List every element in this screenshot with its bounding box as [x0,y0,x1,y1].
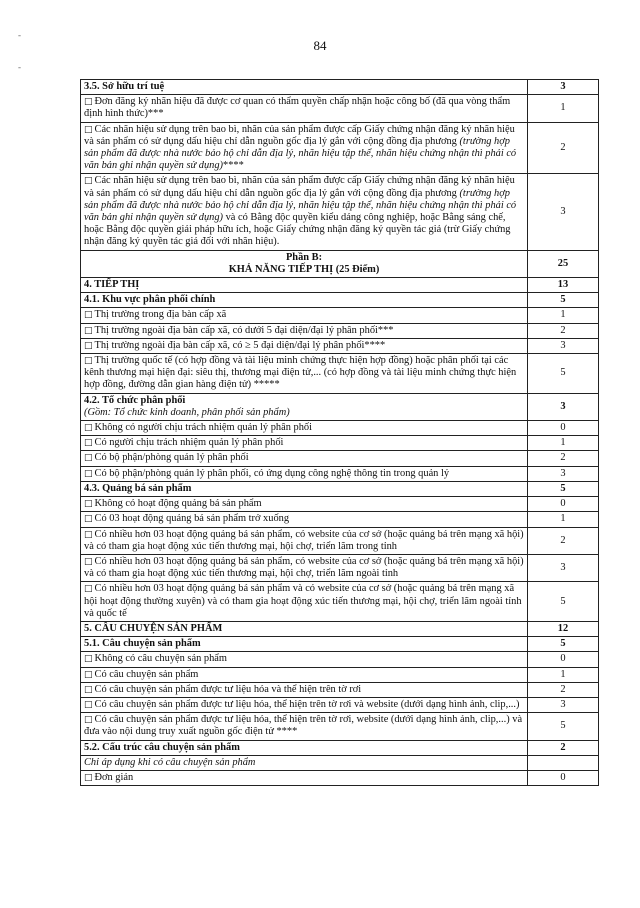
section-heading: 4.3. Quảng bá sản phẩm [84,482,192,494]
section-heading: 4.1. Khu vực phân phối chính [84,294,216,306]
table-row [81,582,599,622]
part-label: Phần B: [285,251,323,263]
score-cell: 5 [528,293,599,308]
part-title: KHẢ NĂNG TIẾP THỊ (25 Điểm) [228,263,380,275]
option-text: (trường hợp sản phẩm đã được nhà nước bảo hộ chỉ dẫn địa lý, nhãn hiệu tập thể, nhãn hiệu chứng nhận thì phải có văn bản ghi nhận quyền sử dụng) [84,187,517,224]
checkbox-icon: □ [84,340,93,351]
table-row [81,637,599,652]
table-row [81,338,599,353]
score-cell: 5 [528,354,599,394]
option-text: Có nhiều hơn 03 hoạt động quảng bá sản phẩm và có website của cơ sở (hoặc quảng bá trên mạng xã hội hoạt động thường xuyên) và có tham gia hoạt động xúc tiến thương mại, hội chợ, triển lãm ngoài tỉnh và quốc tế [84,583,522,619]
checkbox-icon: □ [84,124,93,135]
score-cell: 3 [528,80,599,95]
criterion-cell [81,80,528,95]
checkbox-icon: □ [84,310,93,321]
option-text: Có 03 hoạt động quảng bá sản phẩm trở xuống [94,513,290,525]
criterion-cell [81,512,528,527]
score-cell: 1 [528,512,599,527]
score-cell: 0 [528,770,599,785]
criterion-cell [81,740,528,755]
checkbox-icon: □ [84,356,93,367]
option-text: Có bộ phận/phòng quản lý phân phối, có ứng dụng công nghệ thông tin trong quản lý [94,467,450,479]
criterion-cell [81,338,528,353]
criterion-cell [81,421,528,436]
option-text: Không có người chịu trách nhiệm quản lý phân phối [94,422,312,434]
table-row [81,250,599,277]
criterion-cell [81,554,528,581]
checkbox-icon: □ [84,176,93,187]
option-text: Có câu chuyện sản phẩm [94,668,199,680]
table-row [81,278,599,293]
option-text: Có câu chuyện sản phẩm được tư liệu hóa, thể hiện trên tờ rơi và website (dưới dạng hình ảnh, clip,...) [94,698,520,710]
option-text: Thị trường trong địa bàn cấp xã [94,309,227,321]
score-cell: 5 [528,637,599,652]
checkbox-icon: □ [84,97,93,108]
score-cell: 3 [528,554,599,581]
criterion-cell [81,174,528,250]
option-text: Có bộ phận/phòng quản lý phân phối [94,452,249,464]
score-cell: 12 [528,621,599,636]
table-row [81,451,599,466]
score-cell: 3 [528,174,599,250]
scan-mark-top: - [18,30,21,40]
table-row [81,740,599,755]
option-text: Có nhiều hơn 03 hoạt động quảng bá sản phẩm, có website của cơ sở (hoặc quảng bá trên mạng xã hội) và có tham gia hoạt động xúc tiến thương mại, hội chợ, triển lãm ngoài tỉnh [84,555,524,580]
section-heading: 4. TIẾP THỊ [84,279,140,291]
table-row [81,354,599,394]
checkbox-icon: □ [84,669,93,680]
option-text: Có người chịu trách nhiệm quản lý phân phối [94,437,284,449]
criterion-cell [81,393,528,420]
table-row [81,323,599,338]
section-heading: 5.2. Cấu trúc câu chuyện sản phẩm [84,741,240,753]
criterion-cell [81,250,528,277]
table-row [81,481,599,496]
table-row [81,466,599,481]
table-row [81,512,599,527]
table-row [81,293,599,308]
checkbox-icon: □ [84,423,93,434]
section-note: (Gồm: Tổ chức kinh doanh, phân phối sản phẩm) [84,406,290,418]
checkbox-icon: □ [84,699,93,710]
criterion-cell [81,682,528,697]
score-cell: 2 [528,527,599,554]
criterion-cell [81,308,528,323]
score-cell: 2 [528,323,599,338]
table-row [81,770,599,785]
criterion-cell [81,278,528,293]
table-row [81,393,599,420]
option-text: và có Bằng độc quyền kiểu dáng công nghiệp, hoặc Bằng sáng chế, hoặc Bằng độc quyền giải pháp hữu ích, hoặc Giấy chứng nhận đăng ký quyền tác giả (trừ Giấy chứng nhận đăng ký quyền tác giả đối với nhãn hiệu). [84,212,511,248]
option-text: Các nhãn hiệu sử dụng trên bao bì, nhãn của sản phẩm được cấp Giấy chứng nhận đăng ký nhãn hiệu và sản phẩm có sử dụng dấu hiệu chỉ dẫn nguồn gốc địa lý gắn với cộng đồng địa phương [84,123,515,147]
criterion-cell [81,354,528,394]
table-row [81,436,599,451]
checkbox-icon: □ [84,556,93,567]
section-heading: 5. CÂU CHUYỆN SẢN PHẨM [84,622,223,634]
table-row [81,122,599,174]
score-cell: 2 [528,451,599,466]
option-text: Thị trường ngoài địa bàn cấp xã, có dưới 5 đại diện/đại lý phân phối*** [94,324,394,336]
score-cell: 5 [528,713,599,740]
score-cell [528,755,599,770]
page-number: 84 [313,38,327,53]
option-text: Thị trường quốc tế (có hợp đồng và tài liệu minh chứng thực hiện hợp đồng) hoặc phân phối tại các kênh thương mại hiện đại: siêu thị, thương mại điện tử,... (có hợp đồng và tài liệu minh chứng thực hiện hợp đồng, đường dẫn gian hàng điện tử) ***** [84,355,517,391]
criterion-cell [81,323,528,338]
criterion-cell [81,293,528,308]
criterion-cell [81,755,528,770]
table-row [81,652,599,667]
checkbox-icon: □ [84,453,93,464]
criterion-cell [81,481,528,496]
score-cell: 3 [528,466,599,481]
table-row [81,755,599,770]
table-row [81,308,599,323]
checkbox-icon: □ [84,584,93,595]
criterion-cell [81,582,528,622]
checkbox-icon: □ [84,499,93,510]
option-text: Không có câu chuyện sản phẩm [94,653,227,665]
table-row [81,421,599,436]
checkbox-icon: □ [84,325,93,336]
checkbox-icon: □ [84,684,93,695]
applicability-note: Chỉ áp dụng khi có câu chuyện sản phẩm [84,756,256,768]
option-text: Đơn đăng ký nhãn hiệu đã được cơ quan có thẩm quyền chấp nhận hoặc công bố (đã qua vòng thẩm định hình thức)*** [84,96,511,120]
criterion-cell [81,122,528,174]
score-cell: 25 [528,250,599,277]
score-cell: 2 [528,740,599,755]
checkbox-icon: □ [84,529,93,540]
score-cell: 13 [528,278,599,293]
table-row [81,667,599,682]
score-cell: 5 [528,582,599,622]
section-heading: 4.2. Tổ chức phân phối [84,394,186,406]
option-text: Thị trường ngoài địa bàn cấp xã, có ≥ 5 đại diện/đại lý phân phối**** [94,339,386,351]
option-text: Có câu chuyện sản phẩm được tư liệu hóa và thể hiện trên tờ rơi [94,683,362,695]
criterion-cell [81,770,528,785]
table-row [81,95,599,122]
table-row [81,682,599,697]
score-cell: 1 [528,95,599,122]
score-cell: 3 [528,697,599,712]
checkbox-icon: □ [84,468,93,479]
table-row [81,697,599,712]
table-row [81,621,599,636]
score-cell: 3 [528,393,599,420]
score-cell: 3 [528,338,599,353]
score-cell: 2 [528,122,599,174]
score-cell: 1 [528,436,599,451]
option-text: Đơn giản [94,771,134,783]
score-cell: 0 [528,497,599,512]
criterion-cell [81,451,528,466]
table-row [81,497,599,512]
criterion-cell [81,652,528,667]
criterion-cell [81,466,528,481]
option-text: Có nhiều hơn 03 hoạt động quảng bá sản phẩm, có website của cơ sở (hoặc quảng bá trên mạng xã hội) và có tham gia hoạt động xúc tiến thương mại, hội chợ, triển lãm trong tỉnh [84,528,524,552]
criterion-cell [81,621,528,636]
criterion-cell [81,497,528,512]
criterion-cell [81,697,528,712]
score-cell: 0 [528,421,599,436]
criterion-cell [81,436,528,451]
scan-mark-bottom: - [18,62,21,72]
score-cell: 1 [528,308,599,323]
option-text: Các nhãn hiệu sử dụng trên bao bì, nhãn của sản phẩm được cấp Giấy chứng nhận đăng ký nhãn hiệu và sản phẩm có sử dụng dấu hiệu chỉ dẫn nguồn gốc địa lý gắn với cộng đồng địa phương [84,175,515,199]
section-heading: 5.1. Câu chuyện sản phẩm [84,638,201,650]
table-row [81,174,599,250]
checkbox-icon: □ [84,514,93,525]
score-cell: 2 [528,682,599,697]
score-cell: 5 [528,481,599,496]
checkbox-icon: □ [84,438,93,449]
table-row [81,554,599,581]
checkbox-icon: □ [84,772,93,783]
option-text: Có câu chuyện sản phẩm được tư liệu hóa, thể hiện trên tờ rơi, website (dưới dạng hình ảnh, clip,...) và đưa vào nội dung truy xuất nguồn gốc điện tử **** [84,714,523,738]
option-text: (trường hợp sản phẩm đã được nhà nước bảo hộ chỉ dẫn địa lý, nhãn hiệu tập thể, nhãn hiệu chứng nhận thì phải có văn bản ghi nhận quyền sử dụng) [84,135,517,172]
option-text: Không có hoạt động quảng bá sản phẩm [94,498,262,510]
score-cell: 1 [528,667,599,682]
table-row [81,80,599,95]
score-cell: 0 [528,652,599,667]
section-heading: 3.5. Sở hữu trí tuệ [84,81,165,92]
checkbox-icon: □ [84,715,93,726]
criterion-cell [81,713,528,740]
criteria-table [80,79,599,786]
table-row [81,713,599,740]
option-text: **** [223,160,244,172]
criterion-cell [81,95,528,122]
criterion-cell [81,527,528,554]
criterion-cell [81,667,528,682]
criterion-cell [81,637,528,652]
checkbox-icon: □ [84,654,93,665]
table-row [81,527,599,554]
